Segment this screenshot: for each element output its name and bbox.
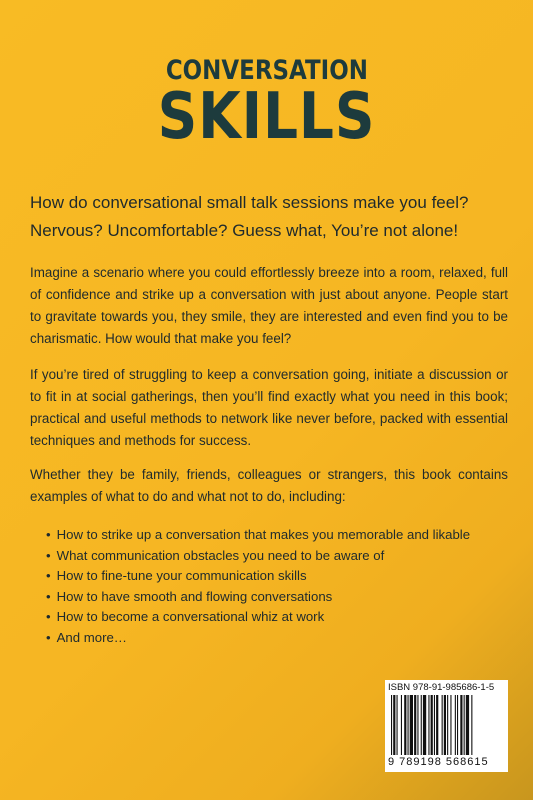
bullet-item: • How to strike up a conversation that makes you memorable and likable <box>46 525 470 546</box>
barcode-bar <box>428 695 429 755</box>
barcode-bar <box>455 695 456 755</box>
barcode-bar <box>464 695 465 755</box>
isbn-barcode <box>385 680 508 772</box>
barcode-bar <box>431 695 433 755</box>
barcode-bar <box>460 695 462 755</box>
barcode-bar <box>410 695 413 755</box>
barcode-bar <box>417 695 418 755</box>
barcode-bar <box>471 695 472 755</box>
barcode-number: 9 789198 568615 <box>388 756 489 768</box>
barcode-bar <box>397 695 398 755</box>
barcode-bar <box>450 695 451 755</box>
barcode-bar <box>423 695 426 755</box>
barcode-bar <box>421 695 422 755</box>
title-block <box>0 55 533 154</box>
barcode-bar <box>401 695 402 755</box>
barcode-bar <box>414 695 416 755</box>
bullet-item: • How to have smooth and flowing conversations <box>46 587 470 608</box>
bullet-item: • What communication obstacles you need to be aware of <box>46 546 470 567</box>
bullet-item: • How to become a conversational whiz at work <box>46 607 470 628</box>
barcode-bar <box>442 695 443 755</box>
title-line-2: SKILLS <box>157 80 376 154</box>
intro-text: How do conversational small talk sessions make you feel? Nervous? Uncomfortable? Guess what, You’re not alone! <box>30 193 469 240</box>
barcode-bar <box>447 695 448 755</box>
bullet-item: • And more… <box>46 628 470 649</box>
barcode-bar <box>391 695 392 755</box>
paragraph-3: Whether they be family, friends, colleagues or strangers, this book contains examples of what to do and what not to do, including: <box>30 467 508 504</box>
barcode-bar <box>457 695 458 755</box>
bullet-list <box>46 525 470 648</box>
paragraph-2: If you’re tired of struggling to keep a conversation going, initiate a discussion or to fit in at social gatherings, then you’ll find exactly what you need in this book; practical and useful methods to network like never before, packed with essential techniques and methods for success. <box>30 367 508 448</box>
isbn-label: ISBN 978-91-985686-1-5 <box>388 682 495 693</box>
paragraph-1: Imagine a scenario where you could effortlessly breeze into a room, relaxed, full of confidence and strike up a conversation with just about anyone. People start to gravitate towards you, they smile, they are interested and even find you to be charismatic. How would that make you feel? <box>30 265 508 346</box>
title-line-1: CONVERSATION <box>165 55 368 86</box>
barcode-bar <box>466 695 469 755</box>
barcode-bar <box>434 695 435 755</box>
barcode-bar <box>408 695 409 755</box>
barcode-bar <box>404 695 406 755</box>
bullet-item: • How to fine-tune your communication skills <box>46 566 470 587</box>
barcode-bar <box>393 695 395 755</box>
barcode-bars <box>391 695 503 755</box>
barcode-bar <box>444 695 446 755</box>
barcode-bar <box>436 695 438 755</box>
